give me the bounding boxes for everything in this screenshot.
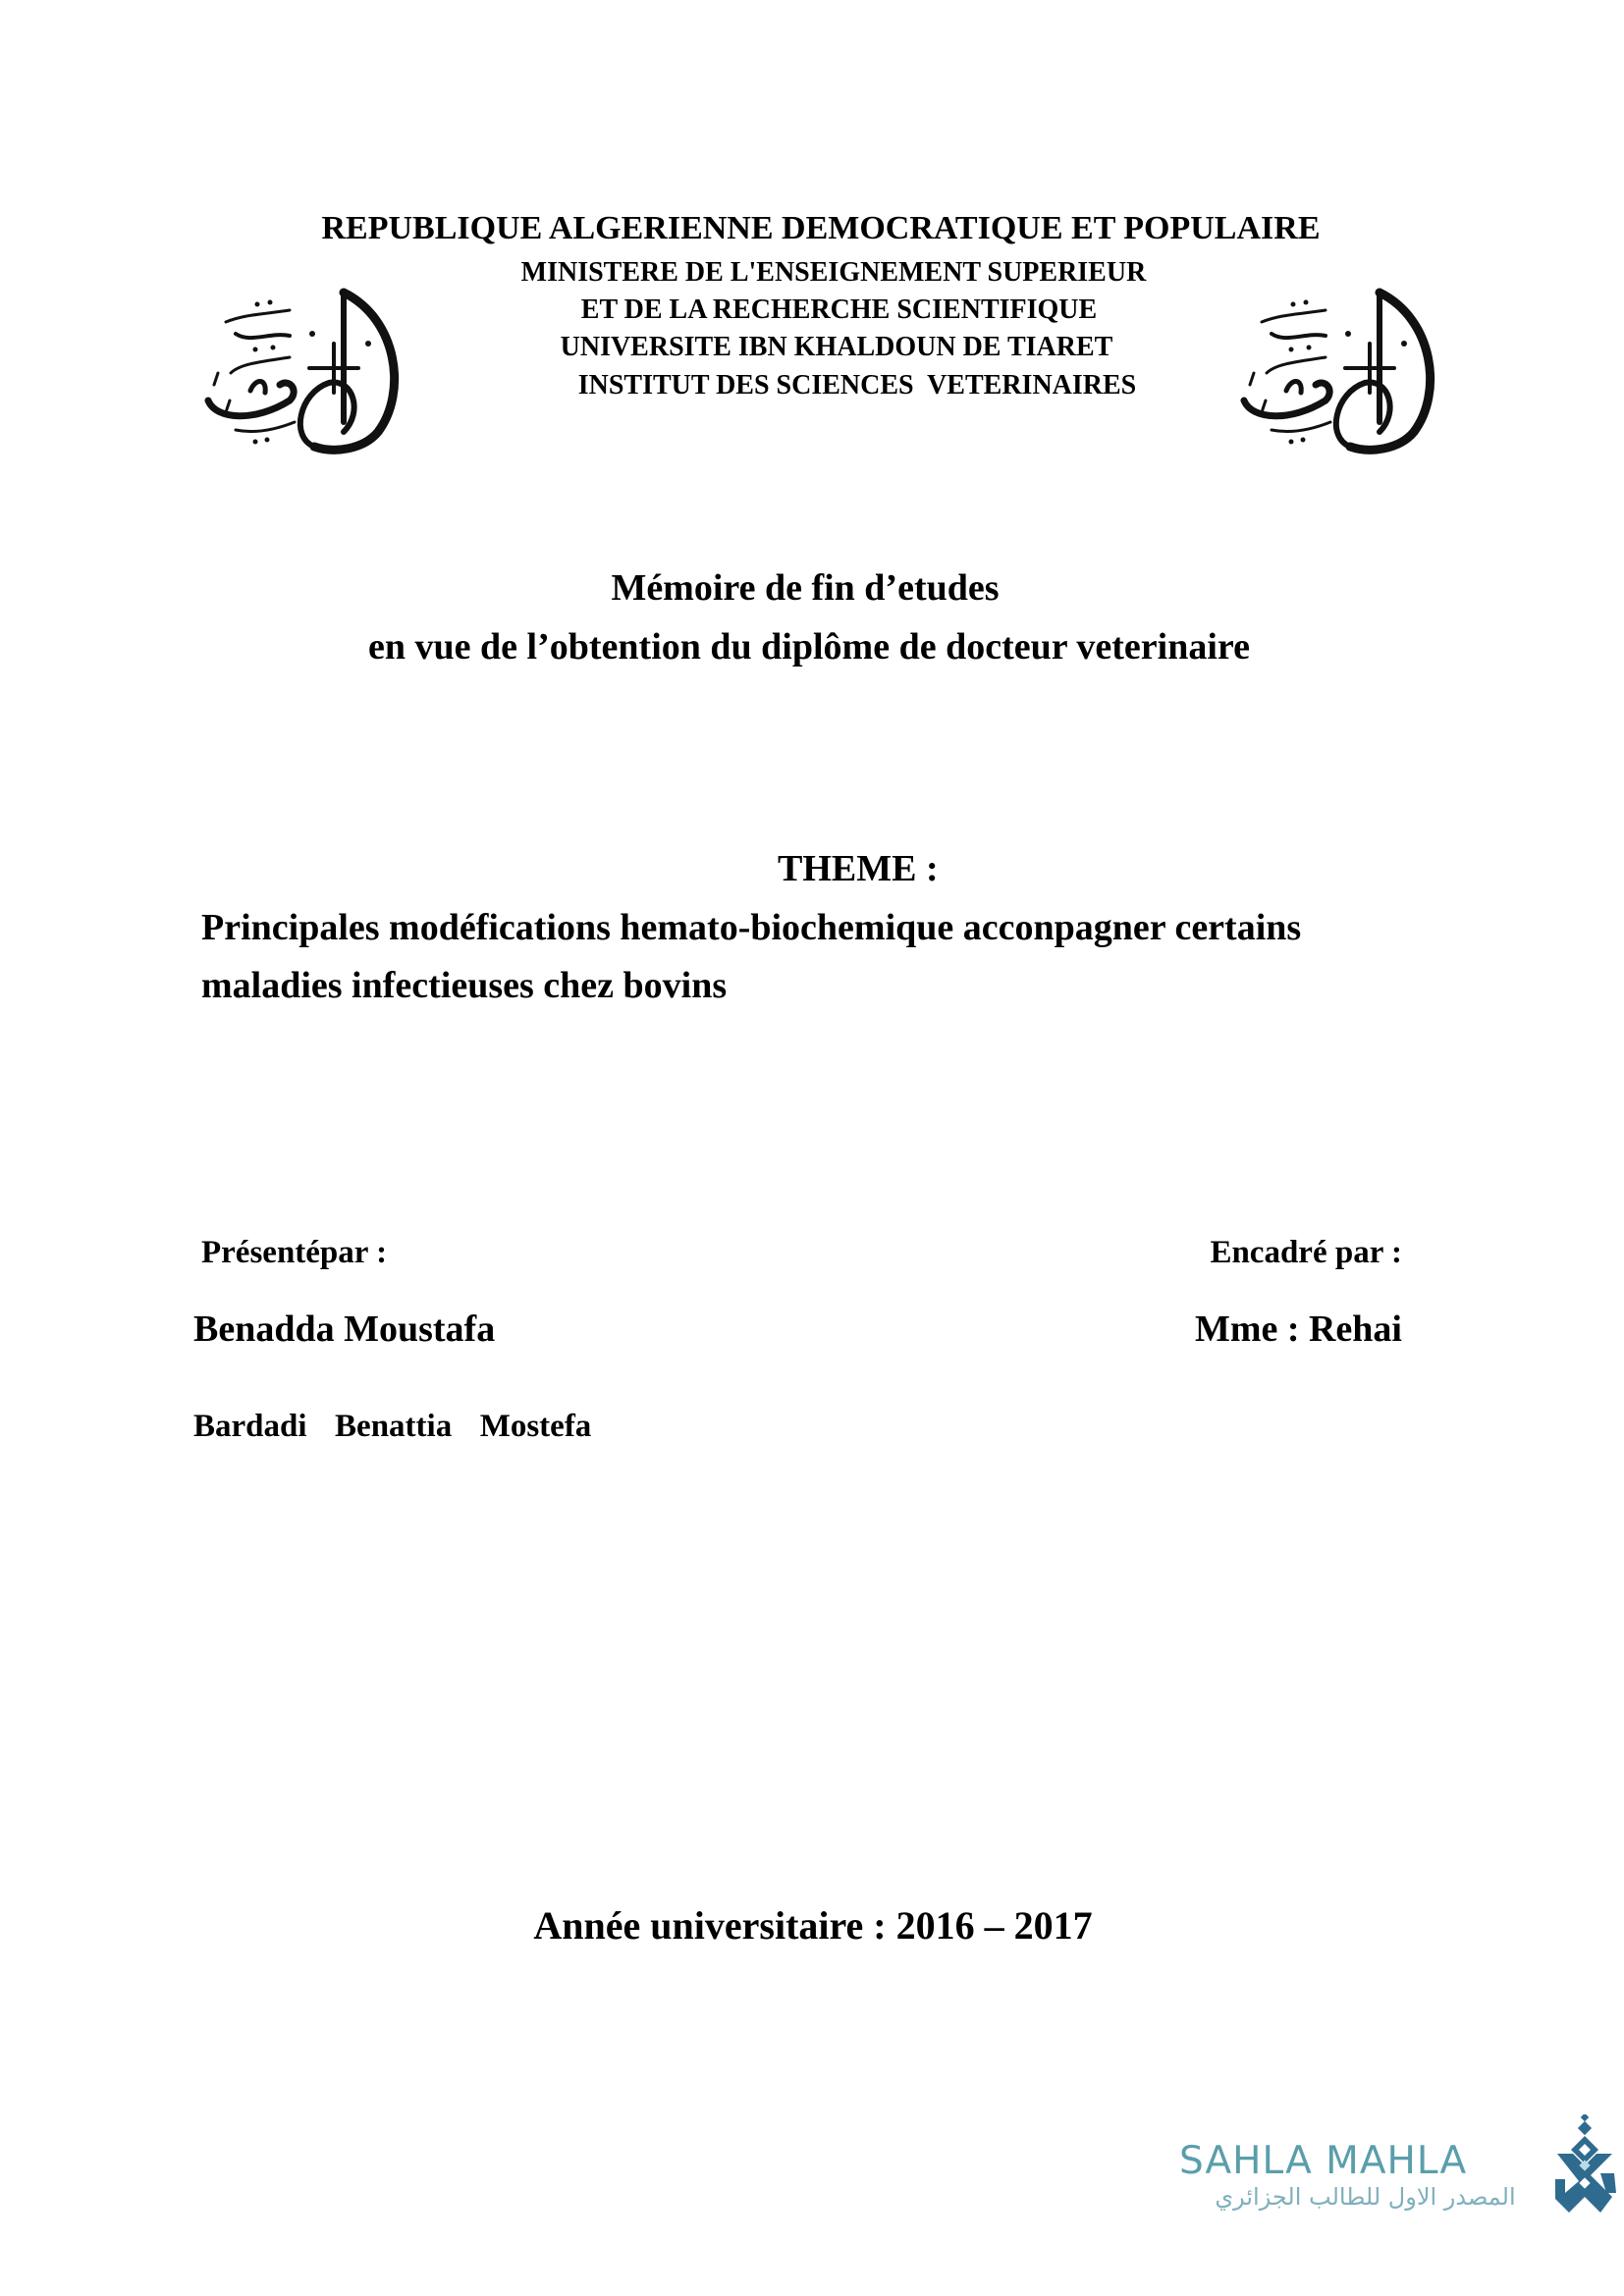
diploma-subtitle: en vue de l’obtention du diplôme de docteur veterinaire bbox=[368, 626, 1250, 667]
university-logo-right-icon bbox=[1232, 275, 1442, 455]
sahla-mahla-logo-icon bbox=[1551, 2114, 1618, 2216]
header-ministry-2: ET DE LA RECHERCHE SCIENTIFIQUE bbox=[580, 294, 1098, 325]
supervised-by-label: Encadré par : bbox=[1210, 1235, 1402, 1270]
header-ministry: MINISTERE DE L'ENSEIGNEMENT SUPERIEUR bbox=[520, 257, 1147, 288]
memoire-title: Mémoire de fin d’etudes bbox=[611, 567, 1000, 609]
theme-text-line-2: maladies infectieuses chez bovins bbox=[201, 965, 728, 1006]
header-university: UNIVERSITE IBN KHALDOUN DE TIARET bbox=[560, 332, 1113, 362]
supervisor-name: Mme : Rehai bbox=[1194, 1308, 1402, 1350]
brand-tagline: المصدر الاول للطالب الجزائري bbox=[1215, 2183, 1516, 2211]
university-logo-left-icon bbox=[196, 275, 406, 455]
theme-text-line-1: Principales modéfications hemato-biochemique acconpagner certains bbox=[201, 907, 1302, 948]
sahla-mahla-watermark bbox=[1173, 2110, 1624, 2223]
theme-label: THEME : bbox=[778, 848, 939, 889]
academic-year: Année universitaire : 2016 – 2017 bbox=[533, 1903, 1093, 1948]
header-institute: INSTITUT DES SCIENCES VETERINAIRES bbox=[577, 370, 1137, 400]
presented-by-label: Présentépar : bbox=[201, 1235, 388, 1270]
student-name-1: Benadda Moustafa bbox=[193, 1308, 496, 1350]
brand-name: SAHLA MAHLA bbox=[1179, 2139, 1468, 2183]
student-name-2: Bardadi Benattia Mostefa bbox=[193, 1409, 592, 1444]
header-republic: REPUBLIQUE ALGERIENNE DEMOCRATIQUE ET POPULAIRE bbox=[321, 210, 1321, 246]
